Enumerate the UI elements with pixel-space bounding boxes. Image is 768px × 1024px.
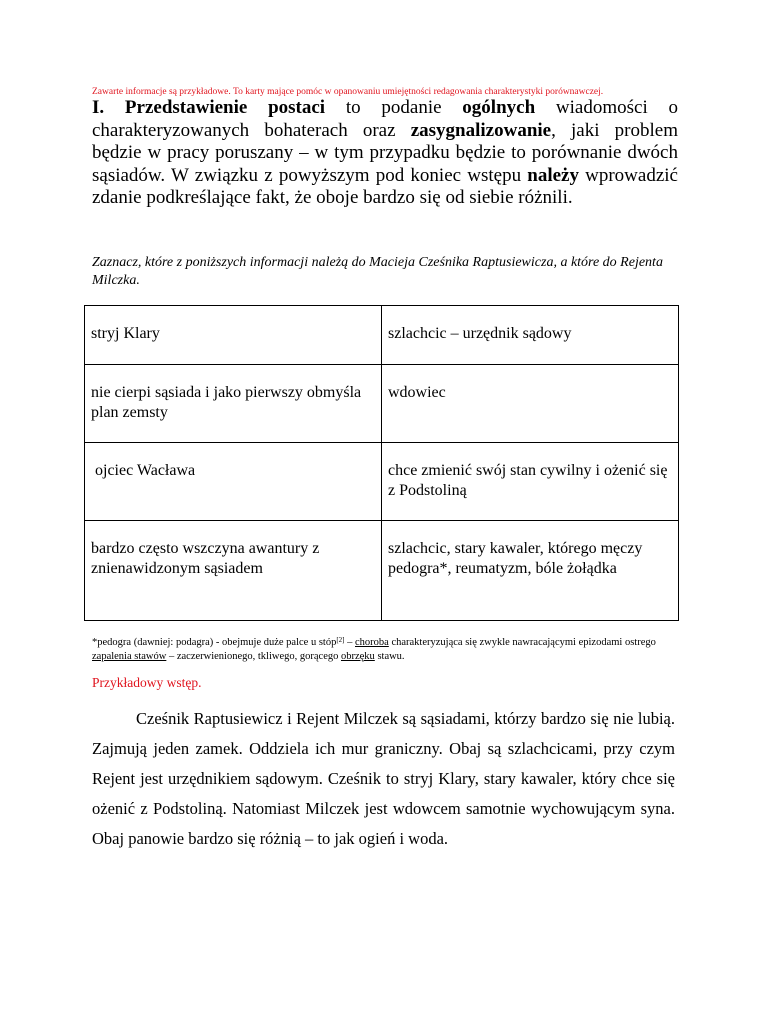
intro-paragraph: [92, 97, 678, 210]
example-heading-dot: .: [198, 675, 202, 690]
footnote-text: charakteryzująca się zwykle nawracającymi epizodami ostrego: [388, 637, 656, 648]
task-instruction: Zaznacz, które z poniższych informacji należą do Macieja Cześnika Raptusiewicza, a które do Rejenta Milczka.: [92, 255, 663, 288]
table-cell: nie cierpi sąsiada i jako pierwszy obmyśla plan zemsty: [85, 365, 382, 443]
intro-bold-must: należy: [527, 164, 579, 186]
table-cell: szlachcic – urzędnik sądowy: [382, 306, 679, 365]
intro-bold-general: ogólnych: [462, 97, 536, 118]
footnote: [92, 636, 682, 663]
footnote-text: – zaczerwienionego, tkliwego, gorącego: [166, 650, 341, 662]
example-heading: [92, 675, 201, 691]
example-paragraph: Cześnik Raptusiewicz i Rejent Milczek są sąsiadami, którzy bardzo się nie lubią. Zajmują jeden zamek. Oddziela ich mur graniczny. Obaj są szlachcicami, przy czym Rejent jest urzędnikiem sądowym. Cześnik to stryj Klary, stary kawaler, który chce się ożenić z Podstoliną. Natomiast Milczek jest wdowcem samotnie wychowującym syna. Obaj panowie bardzo się różnią – to jak ogień i woda.: [92, 709, 675, 848]
link-obrzeku[interactable]: obrzęku: [340, 650, 375, 662]
table-row: [85, 443, 679, 521]
table-cell: szlachcic, stary kawaler, którego męczy pedogra*, reumatyzm, bóle żołądka: [382, 521, 679, 621]
info-note: Zawarte informacje są przykładowe. To karty mające pomóc w opanowaniu umiejętności redagowania charakterystyki porównawczej.: [92, 87, 604, 97]
table-cell: bardzo często wszczyna awantury z znienawidzonym sąsiadem: [85, 521, 382, 621]
footnote-text: stawu.: [374, 650, 405, 662]
table-cell: stryj Klary: [85, 306, 382, 365]
intro-text: , jaki problem będzie w pracy poruszany – w tym przypadku będzie to porównanie dwóch sąsiadów. W związku z powyższym pod koniec wstępu: [92, 119, 678, 186]
intro-bold-signal: zasygnalizowanie: [410, 119, 552, 141]
table-cell: chce zmienić swój stan cywilny i ożenić się z Podstoliną: [382, 443, 679, 521]
table-cell: wdowiec: [382, 365, 679, 443]
intro-text: wiadomości o charakteryzowanych bohaterach oraz: [92, 97, 678, 141]
comparison-table: [84, 305, 679, 621]
footnote-text: *pedogra (dawniej: podagra) - obejmuje duże palce u stóp: [92, 637, 337, 648]
table-row: [85, 365, 679, 443]
table-row: [85, 306, 679, 365]
table-row: [85, 521, 679, 621]
table-cell: ojciec Wacława: [85, 443, 382, 521]
footnote-ref: [2]: [336, 636, 345, 644]
intro-text: to podanie: [325, 97, 463, 118]
intro-bold-heading: Przedstawienie postaci: [124, 97, 326, 118]
intro-text: wprowadzić zdanie podkreślające fakt, że oboje bardzo się od siebie różnili.: [92, 164, 678, 208]
section-numeral: I.: [92, 97, 105, 118]
example-heading-text: Przykładowy wstęp: [92, 675, 199, 690]
link-choroba[interactable]: choroba: [355, 637, 389, 648]
link-zapalenia-stawow[interactable]: zapalenia stawów: [92, 650, 167, 662]
footnote-text: –: [344, 637, 355, 648]
